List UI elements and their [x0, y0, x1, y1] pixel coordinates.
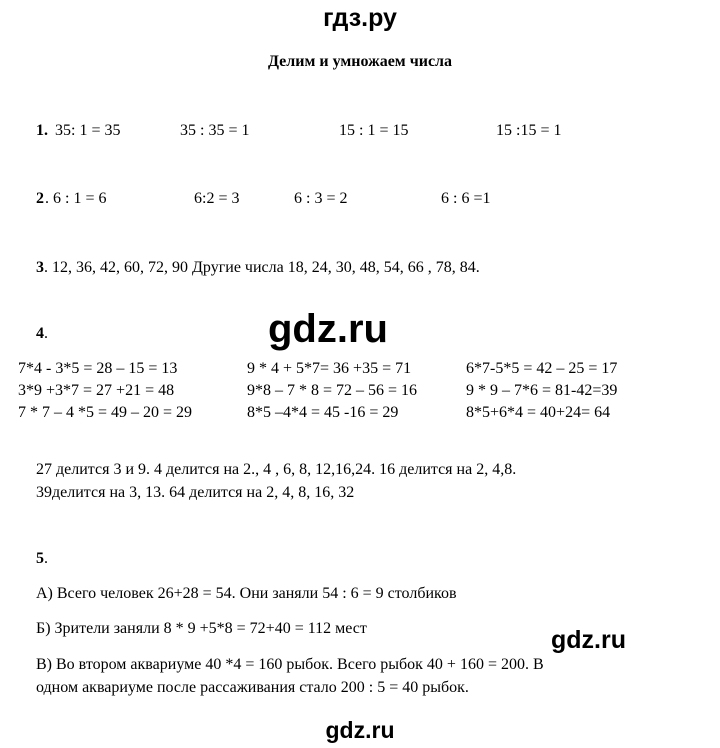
- expression: 7*4 - 3*5 = 28 – 15 = 13: [18, 360, 178, 377]
- task-4-heading: [36, 324, 48, 344]
- task-2-number: 2: [36, 190, 44, 207]
- expression: 6*7-5*5 = 42 – 25 = 17: [466, 360, 618, 377]
- expression: 7 * 7 – 4 *5 = 49 – 20 = 29: [18, 404, 193, 421]
- expression: 9 * 9 – 7*6 = 81-42=39: [466, 382, 618, 399]
- expression: 9*8 – 7 * 8 = 72 – 56 = 16: [247, 382, 418, 399]
- task-4-note: 27 делится 3 и 9. 4 делится на 2., 4 , 6, 8, 12,16,24. 16 делится на 2, 4,8.: [36, 461, 517, 478]
- task-3-number: 3: [36, 259, 44, 276]
- task-1-number: 1.: [36, 122, 48, 139]
- task-5-answer-b: Б) Зрители заняли 8 * 9 +5*8 = 72+40 = 112 мест: [36, 620, 367, 637]
- task-5-dot: .: [44, 550, 48, 567]
- task-2-item: 6:2 = 3: [194, 190, 240, 207]
- task-1-item: 15 :15 = 1: [496, 122, 562, 139]
- task-4-dot: .: [44, 325, 48, 342]
- expression: 8*5+6*4 = 40+24= 64: [466, 404, 611, 421]
- page-title: Делим и умножаем числа: [267, 53, 453, 70]
- watermark-medium: gdz.ru: [551, 626, 626, 654]
- task-5-answer-a: А) Всего человек 26+28 = 54. Они заняли 54 : 6 = 9 столбиков: [36, 585, 457, 602]
- task-1-item: 35 : 35 = 1: [180, 122, 250, 139]
- task-1-item: 35: 1 = 35: [55, 122, 121, 139]
- task-5-answer-c: В) Во втором аквариуме 40 *4 = 160 рыбок. Всего рыбок 40 + 160 = 200. В: [36, 656, 544, 673]
- task-2-item: . 6 : 1 = 6: [45, 190, 107, 207]
- task-2-item: 6 : 3 = 2: [294, 190, 348, 207]
- task-2-item: 6 : 6 =1: [441, 190, 491, 207]
- task-3-text: . 12, 36, 42, 60, 72, 90 Другие числа 18, 24, 30, 48, 54, 66 , 78, 84.: [44, 259, 480, 276]
- watermark-large: gdz.ru: [268, 307, 388, 351]
- task-3: [36, 258, 480, 278]
- expression: 3*9 +3*7 = 27 +21 = 48: [18, 382, 175, 399]
- task-1-item: 15 : 1 = 15: [339, 122, 409, 139]
- task-4-number: 4: [36, 325, 44, 342]
- expression: 8*5 –4*4 = 45 -16 = 29: [247, 404, 399, 421]
- footer-watermark: gdz.ru: [325, 717, 395, 743]
- task-5-answer-c-cont: одном аквариуме после рассаживания стало 200 : 5 = 40 рыбок.: [36, 679, 469, 696]
- task-5-heading: [36, 549, 48, 569]
- expression: 9 * 4 + 5*7= 36 +35 = 71: [247, 360, 412, 377]
- task-4-note: 39делится на 3, 13. 64 делится на 2, 4, 8, 16, 32: [36, 484, 355, 501]
- site-header: гдз.ру: [323, 4, 397, 32]
- task-5-number: 5: [36, 550, 44, 567]
